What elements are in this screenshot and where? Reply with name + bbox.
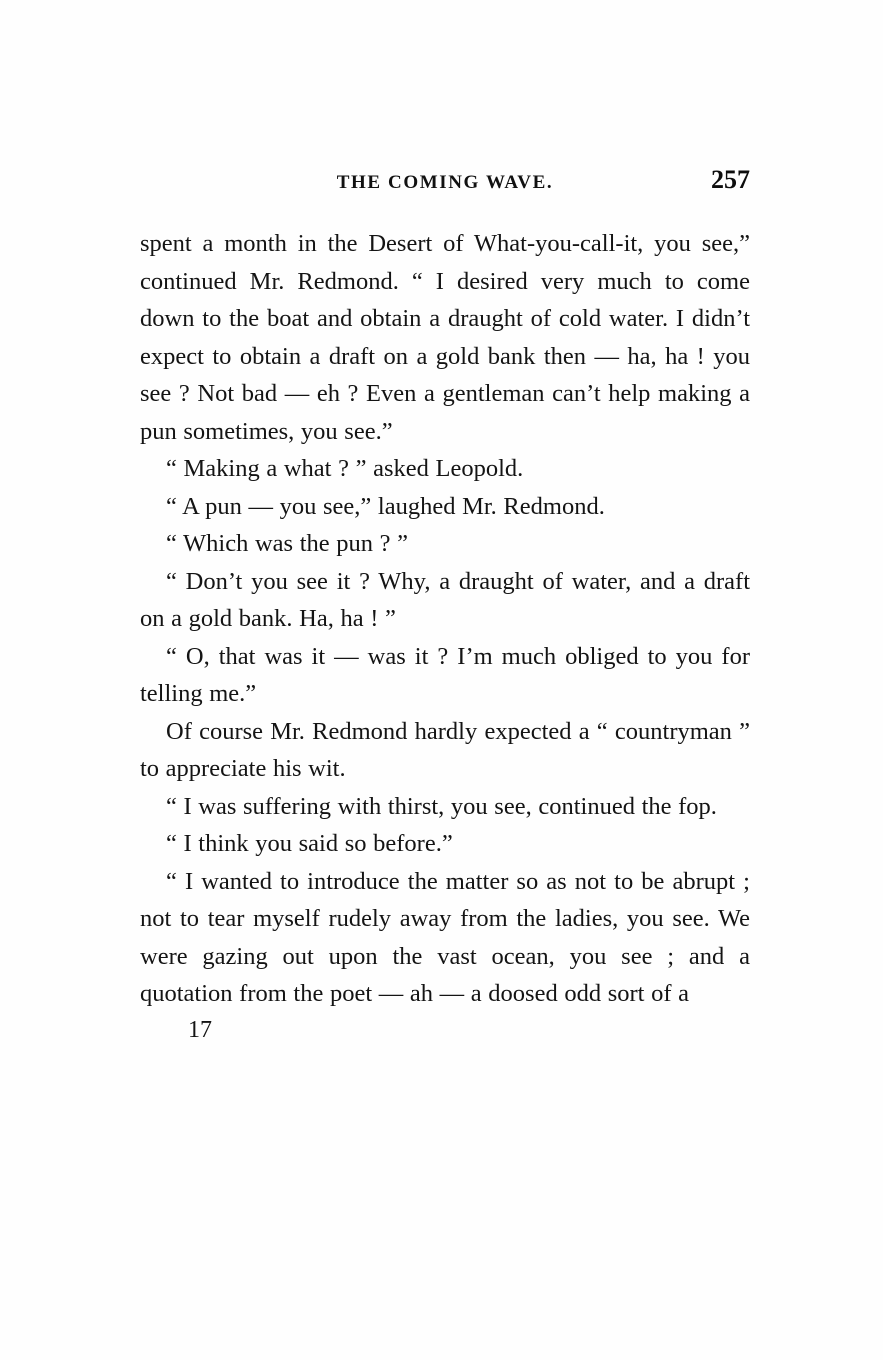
paragraph: “ I think you said so before.” [166,830,453,857]
paragraph: spent a month in the Desert of What-you-call-it, you see,” continued Mr. Redmond. “ I desired very much to come down to the boat and obtain a draught of cold water. I didn’t expect to obtain a draft on a gold bank then — ha, ha ! you see ? Not bad — eh ? Even a gentleman can’t help making a pun sometimes, you see.” [140,230,750,445]
page-number: 257 [711,165,750,194]
body-text [140,225,750,1013]
paragraph: “ O, that was it — was it ? I’m much obliged to you for telling me.” [140,642,750,707]
paragraph: “ Which was the pun ? ” [166,530,409,557]
paragraph: Of course Mr. Redmond hardly expected a “ countryman ” to appreciate his wit. [140,717,750,782]
page-text-block [140,165,750,1044]
paragraph: “ A pun — you see,” laughed Mr. Redmond. [166,492,605,520]
signature-mark: 17 [188,1016,212,1043]
paragraph: “ I was suffering with thirst, you see, continued the fop. [166,792,717,820]
paragraph: “ Making a what ? ” asked Leopold. [166,455,524,482]
paragraph: “ I wanted to introduce the matter so as not to be abrupt ; not to tear myself rudely away from the ladies, you see. We were gazing out upon the vast ocean, you see ; and a quotation from the poet — ah — a doosed odd sort of a [140,867,750,1007]
running-head [140,165,750,195]
paragraph: “ Don’t you see it ? Why, a draught of water, and a draft on a gold bank. Ha, ha ! ” [140,567,750,632]
running-head-title: THE COMING WAVE. [336,172,554,193]
